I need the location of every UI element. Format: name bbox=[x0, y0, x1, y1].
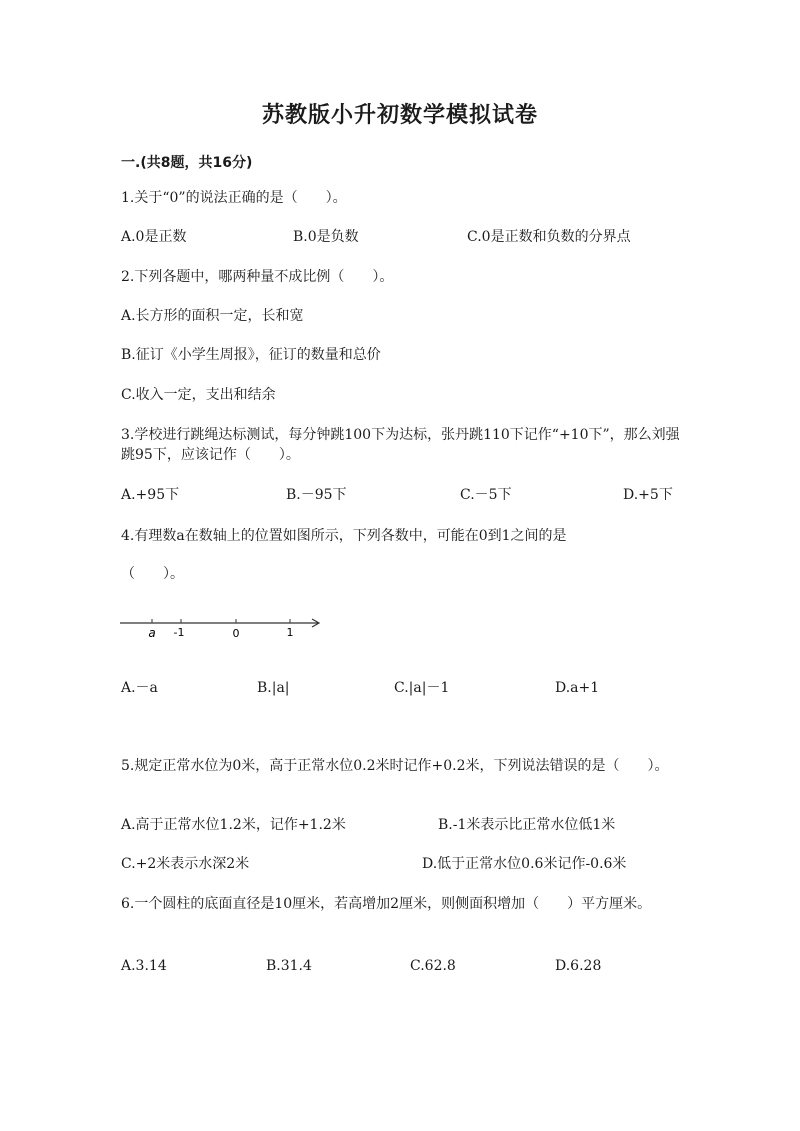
question-4-option-c: C.|a|－1 bbox=[394, 680, 450, 696]
question-3-option-a: A.+95下 bbox=[121, 487, 180, 503]
question-6-option-b: B.31.4 bbox=[266, 958, 312, 974]
question-4-option-b: B.|a| bbox=[257, 680, 290, 696]
question-1-option-a: A.0是正数 bbox=[121, 229, 187, 245]
question-6-option-d: D.6.28 bbox=[555, 958, 602, 974]
question-5-option-c: C.+2米表示水深2米 bbox=[121, 856, 250, 872]
question-2-option-a: A.长方形的面积一定，长和宽 bbox=[121, 308, 304, 324]
question-5-option-d: D.低于正常水位0.6米记作-0.6米 bbox=[422, 856, 627, 872]
question-1-option-c: C.0是正数和负数的分界点 bbox=[467, 229, 631, 245]
question-6-option-c: C.62.8 bbox=[410, 958, 456, 974]
page-title: 苏教版小升初数学模拟试卷 bbox=[261, 103, 538, 128]
question-6-stem: 6.一个圆柱的底面直径是10厘米，若高增加2厘米，则侧面积增加（ ）平方厘米。 bbox=[121, 896, 652, 912]
question-2-stem: 2.下列各题中，哪两种量不成比例（ ）。 bbox=[121, 269, 394, 285]
question-4-option-d: D.a+1 bbox=[555, 680, 600, 696]
question-4-stem-line-2: （ ）。 bbox=[121, 566, 184, 582]
question-6-option-a: A.3.14 bbox=[121, 958, 167, 974]
section-heading: 一.(共8题，共16分) bbox=[121, 155, 253, 171]
question-2-option-b: B.征订《小学生周报》，征订的数量和总价 bbox=[121, 347, 381, 363]
question-2-option-c: C.收入一定，支出和结余 bbox=[121, 387, 276, 403]
question-3-option-d: D.+5下 bbox=[623, 487, 673, 503]
number-line-figure bbox=[118, 612, 328, 644]
question-3-option-c: C.－5下 bbox=[460, 487, 512, 503]
question-3-option-b: B.－95下 bbox=[286, 487, 347, 503]
question-1-option-b: B.0是负数 bbox=[293, 229, 359, 245]
question-4-stem-line-1: 4.有理数a在数轴上的位置如图所示，下列各数中，可能在0到1之间的是 bbox=[121, 528, 567, 544]
label-minus-1: -1 bbox=[173, 626, 185, 639]
question-3-stem: 3.学校进行跳绳达标测试，每分钟跳100下为达标，张丹跳110下记作“+10下”，那么刘强跳95下，应该记作（ ）。 bbox=[121, 427, 680, 463]
label-1: 1 bbox=[286, 626, 294, 639]
question-1-stem: 1.关于“0”的说法正确的是（ ）。 bbox=[121, 190, 347, 206]
question-5-stem: 5.规定正常水位为0米，高于正常水位0.2米时记作+0.2米，下列说法错误的是（ ）。 bbox=[121, 758, 669, 774]
question-5-option-b: B.-1米表示比正常水位低1米 bbox=[438, 817, 616, 833]
question-5-option-a: A.高于正常水位1.2米，记作+1.2米 bbox=[121, 817, 346, 833]
label-a: a bbox=[148, 626, 156, 640]
question-4-option-a: A.－a bbox=[121, 680, 158, 696]
label-0: 0 bbox=[232, 627, 240, 640]
